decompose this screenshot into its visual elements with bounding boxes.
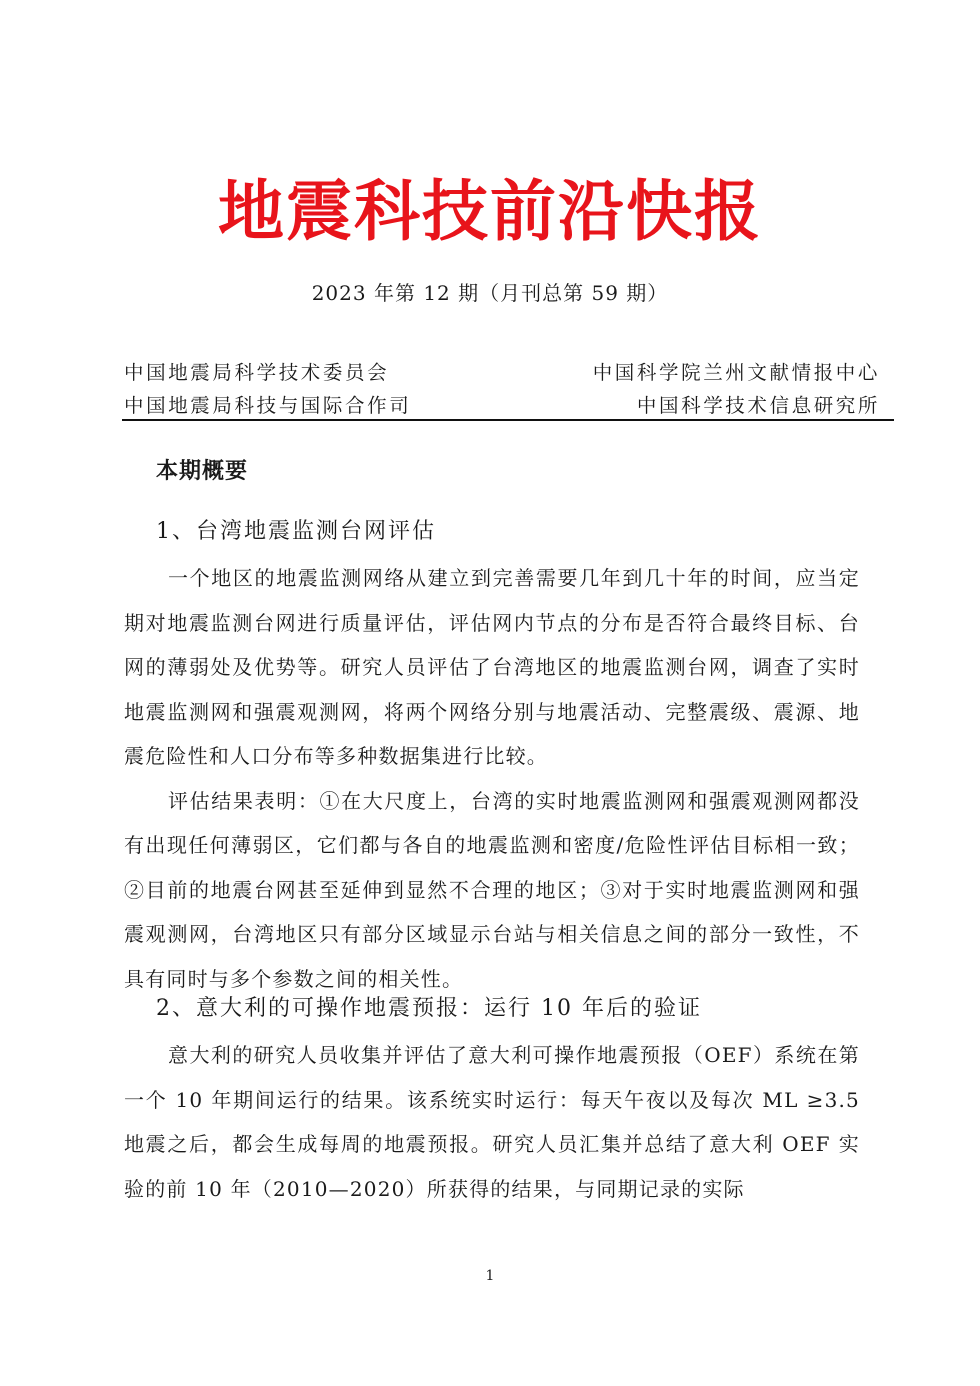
paragraph: 意大利的研究人员收集并评估了意大利可操作地震预报（OEF）系统在第一个 10 年期间运行的结果。该系统实时运行：每天午夜以及每次 ML ≥3.5 地震之后，都会生成每周的地震预报。研究人员汇集并总结了意大利 OEF 实验的前 10 年（2010—2020）所获得的结果，与同期记录的实际 [124, 1043, 860, 1201]
paragraph: 评估结果表明：①在大尺度上，台湾的实时地震监测网和强震观测网都没有出现任何薄弱区，它们都与各自的地震监测和密度/危险性评估目标相一致；②目前的地震台网甚至延伸到显然不合理的地区；③对于实时地震监测网和强震观测网，台湾地区只有部分区域显示台站与相关信息之间的部分一致性，不具有同时与多个参数之间的相关性。 [124, 788, 860, 991]
org-list-right [593, 356, 880, 422]
header-divider [122, 419, 894, 421]
masthead-title: 地震科技前沿快报 [218, 172, 762, 250]
item-title: 1、台湾地震监测台网评估 [156, 519, 436, 544]
paragraph: 一个地区的地震监测网络从建立到完善需要几年到几十年的时间，应当定期对地震监测台网进行质量评估，评估网内节点的分布是否符合最终目标、台网的薄弱处及优势等。研究人员评估了台湾地区的地震监测台网，调查了实时地震监测网和强震观测网，将两个网络分别与地震活动、完整震级、震源、地震危险性和人口分布等多种数据集进行比较。 [124, 566, 860, 768]
org-name: 中国科学技术信息研究所 [636, 394, 880, 417]
item-body [124, 556, 860, 1001]
item-title: 2、意大利的可操作地震预报：运行 10 年后的验证 [156, 996, 702, 1021]
org-name: 中国地震局科学技术委员会 [124, 361, 390, 384]
org-name: 中国地震局科技与国际合作司 [124, 394, 412, 417]
issue-line: 2023 年第 12 期（月刊总第 59 期） [311, 281, 669, 305]
org-name: 中国科学院兰州文献情报中心 [592, 361, 880, 384]
org-list-left [124, 356, 411, 422]
summary-heading: 本期概要 [156, 459, 249, 484]
item-body [124, 1033, 860, 1211]
page-number: 1 [485, 1268, 495, 1284]
